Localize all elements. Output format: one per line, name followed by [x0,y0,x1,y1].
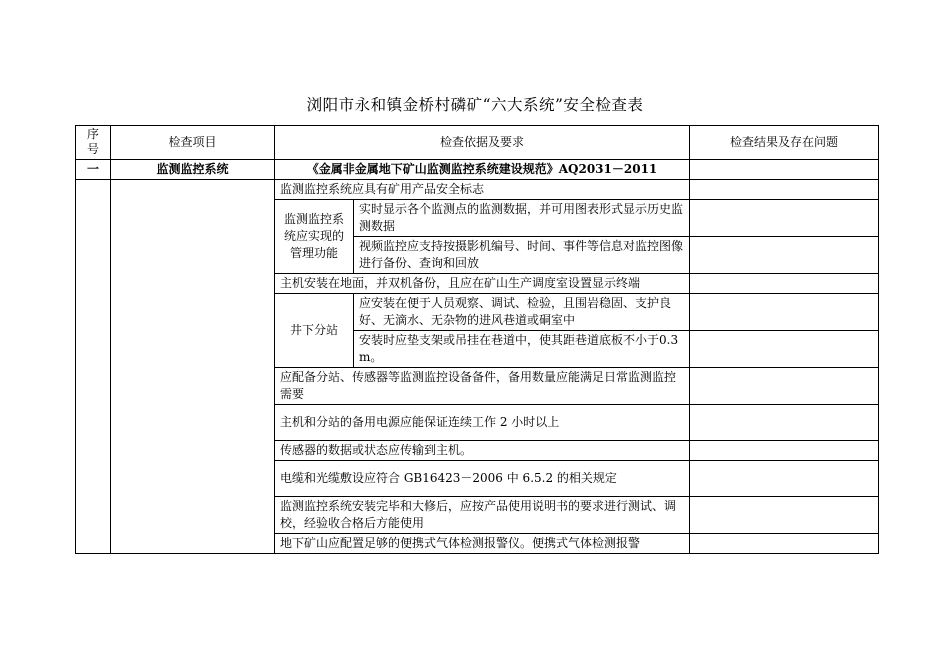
seq-blank-cell [76,180,111,554]
requirement-cell: 监测监控系统应具有矿用产品安全标志 [275,180,690,200]
result-cell [690,200,879,237]
group-label-management: 监测监控系统应实现的管理功能 [275,200,354,274]
header-row [76,126,879,160]
result-cell [690,441,879,461]
section-row [76,160,879,180]
result-cell [690,534,879,554]
table-row [76,180,879,200]
requirement-cell: 实时显示各个监测点的监测数据，并可用图表形式显示历史监测数据 [354,200,690,237]
section-result-cell [690,160,879,180]
result-cell [690,497,879,534]
header-basis: 检查依据及要求 [275,126,690,160]
item-blank-cell [111,180,275,554]
requirement-cell: 应安装在便于人员观察、调试、检验，且围岩稳固、支护良好、无滴水、无杂物的进风巷道或硐室中 [354,294,690,331]
requirement-cell: 地下矿山应配置足够的便携式气体检测报警仪。便携式气体检测报警 [275,534,690,554]
requirement-cell: 视频监控应支持按摄影机编号、时间、事件等信息对监控图像进行备份、查询和回放 [354,237,690,274]
requirement-cell: 监测监控系统安装完毕和大修后，应按产品使用说明书的要求进行测试、调校，经验收合格后方能使用 [275,497,690,534]
requirement-cell: 电缆和光缆敷设应符合 GB16423－2006 中 6.5.2 的相关规定 [275,461,690,497]
requirement-cell: 安装时应垫支架或吊挂在巷道中，使其距巷道底板不小于0.3m。 [354,331,690,368]
result-cell [690,331,879,368]
requirement-cell: 应配备分站、传感器等监测监控设备备件，备用数量应能满足日常监测监控需要 [275,368,690,405]
result-cell [690,368,879,405]
result-cell [690,180,879,200]
page-title: 浏阳市永和镇金桥村磷矿“六大系统”安全检查表 [306,96,644,114]
header-item: 检查项目 [111,126,275,160]
section-item: 监测监控系统 [111,160,275,180]
section-basis: 《金属非金属地下矿山监测监控系统建设规范》AQ2031－2011 [275,160,690,180]
result-cell [690,274,879,294]
result-cell [690,461,879,497]
requirement-cell: 主机和分站的备用电源应能保证连续工作 2 小时以上 [275,405,690,441]
inspection-table [75,125,879,554]
result-cell [690,237,879,274]
requirement-cell: 主机安装在地面，并双机备份，且应在矿山生产调度室设置显示终端 [275,274,690,294]
result-cell [690,405,879,441]
group-label-substation: 井下分站 [275,294,354,368]
header-seq: 序号 [76,126,111,160]
requirement-cell: 传感器的数据或状态应传输到主机。 [275,441,690,461]
header-result: 检查结果及存在问题 [690,126,879,160]
result-cell [690,294,879,331]
section-seq: 一 [76,160,111,180]
